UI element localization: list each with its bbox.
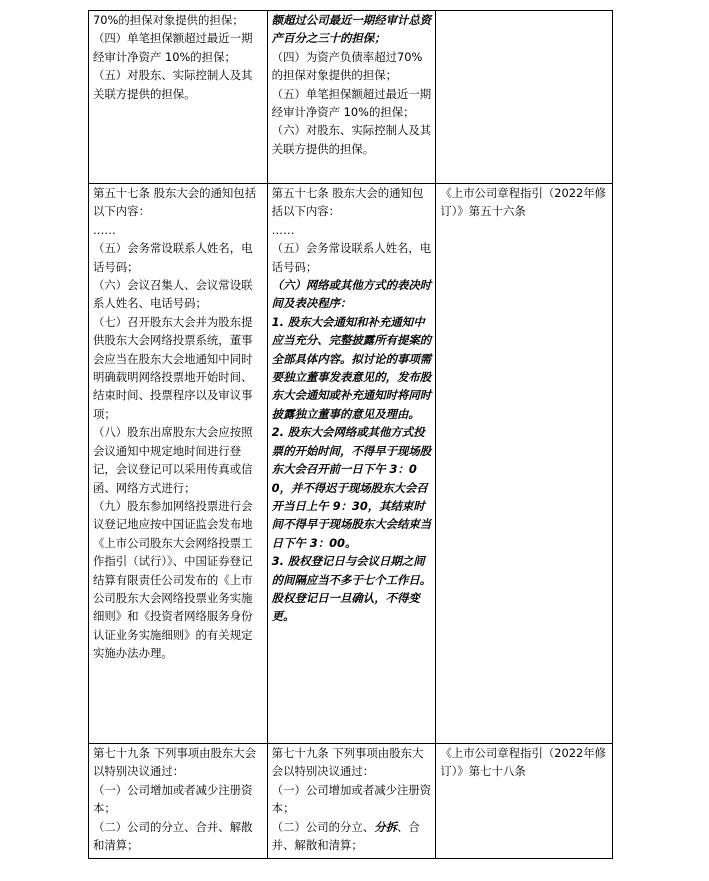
paragraph: （七）召开股东大会并为股东提供股东大会网络投票系统，董事会应当在股东大会地通知中同时明确载明网络投票地开始时间、结束时间、投票程序以及审议事项； [93, 314, 253, 421]
original-text-cell [89, 11, 268, 184]
text-segment: （二）公司的分立、 [271, 819, 375, 834]
original-text-cell [89, 744, 268, 859]
paragraph-emphasized: 3. 股权登记日与会议日期之间的间隔应当不多于七个工作日。股权登记日一旦确认，不得变更。 [271, 554, 432, 624]
paragraph: （五）会务常设联系人姓名，电话号码； [93, 241, 253, 274]
paragraph: （四）为资产负债率超过70%的担保对象提供的担保； [271, 49, 423, 83]
paragraph-emphasized: 1. 股东大会通知和补充通知中应当充分、完整披露所有提案的全部具体内容。拟讨论的事项需要独立董事发表意见的，发布股东大会通知或补充通知时将同时披露独立董事的意见及理由。 [271, 314, 432, 421]
article-heading: 第五十七条 股东大会的通知包括以下内容： [93, 186, 257, 219]
paragraph-emphasized: 2. 股东大会网络或其他方式投票的开始时间，不得早于现场股东大会召开前一日下午 3：00，并不得迟于现场股东大会召开当日上午 9：30，其结束时间不得早于现场股东大会结束当日下午 3：00。 [271, 425, 432, 550]
paragraph: （五）单笔担保额超过最近一期经审计净资产 10%的担保； [271, 86, 432, 120]
basis-cell [436, 11, 613, 184]
original-text-cell [89, 184, 268, 744]
article-heading: 第七十九条 下列事项由股东大会以特别决议通过： [93, 746, 257, 779]
article-heading: 第七十九条 下列事项由股东大会以特别决议通过： [271, 746, 424, 779]
ellipsis: …… [93, 222, 116, 237]
paragraph: （一）公司增加或者减少注册资本； [93, 782, 253, 816]
paragraph: （六）会议召集人、会议常设联系人姓名、电话号码； [93, 278, 253, 311]
reference-text: 《上市公司章程指引（2022年修订）》第五十六条 [440, 186, 606, 219]
inserted-text: 分拆 [374, 819, 397, 834]
revised-text-cell [267, 11, 436, 184]
paragraph: （二）公司的分立、合并、解散和清算； [93, 819, 253, 853]
paragraph: （一）公司增加或者减少注册资本； [271, 782, 432, 816]
reference-text: 《上市公司章程指引（2022年修订）》第七十八条 [440, 746, 606, 779]
revised-text-cell [267, 184, 436, 744]
paragraph-emphasized: （六）网络或其他方式的表决时间及表决程序： [271, 278, 432, 311]
paragraph: （五）会务常设联系人姓名，电话号码； [271, 241, 432, 274]
paragraph-emphasized: 额超过公司最近一期经审计总资产百分之三十的担保； [271, 13, 432, 46]
basis-cell [436, 184, 613, 744]
revised-text-cell [267, 744, 436, 859]
paragraph: （六）对股东、实际控制人及其关联方提供的担保。 [271, 123, 432, 156]
basis-cell [436, 744, 613, 859]
comparison-table [88, 10, 613, 859]
article-heading: 第五十七条 股东大会的通知包括以下内容： [271, 186, 424, 219]
table-row [89, 184, 613, 744]
table-row [89, 11, 613, 184]
paragraph: （八）股东出席股东大会应按照会议通知中规定地时间进行登记，会议登记可以采用传真或信函、网络方式进行； [93, 425, 253, 495]
paragraph: （五）对股东、实际控制人及其关联方提供的担保。 [93, 68, 253, 101]
table-row [89, 744, 613, 859]
paragraph-with-insertion [272, 818, 432, 855]
text-segment: 、合并、解散和清算； [271, 819, 420, 853]
paragraph: 70%的担保对象提供的担保； [93, 13, 244, 27]
paragraph: （九）股东参加网络投票进行会议登记地应按中国证监会发布地《上市公司股东大会网络投票工作指引（试行）》、中国证券登记结算有限责任公司发布的《上市公司股东大会网络投票业务实施细则》和《投资者网络服务身份认证业务实施细则》的有关规定实施办法办理。 [93, 498, 253, 661]
ellipsis: …… [271, 222, 295, 237]
paragraph: （四）单笔担保额超过最近一期经审计净资产 10%的担保； [93, 31, 253, 64]
